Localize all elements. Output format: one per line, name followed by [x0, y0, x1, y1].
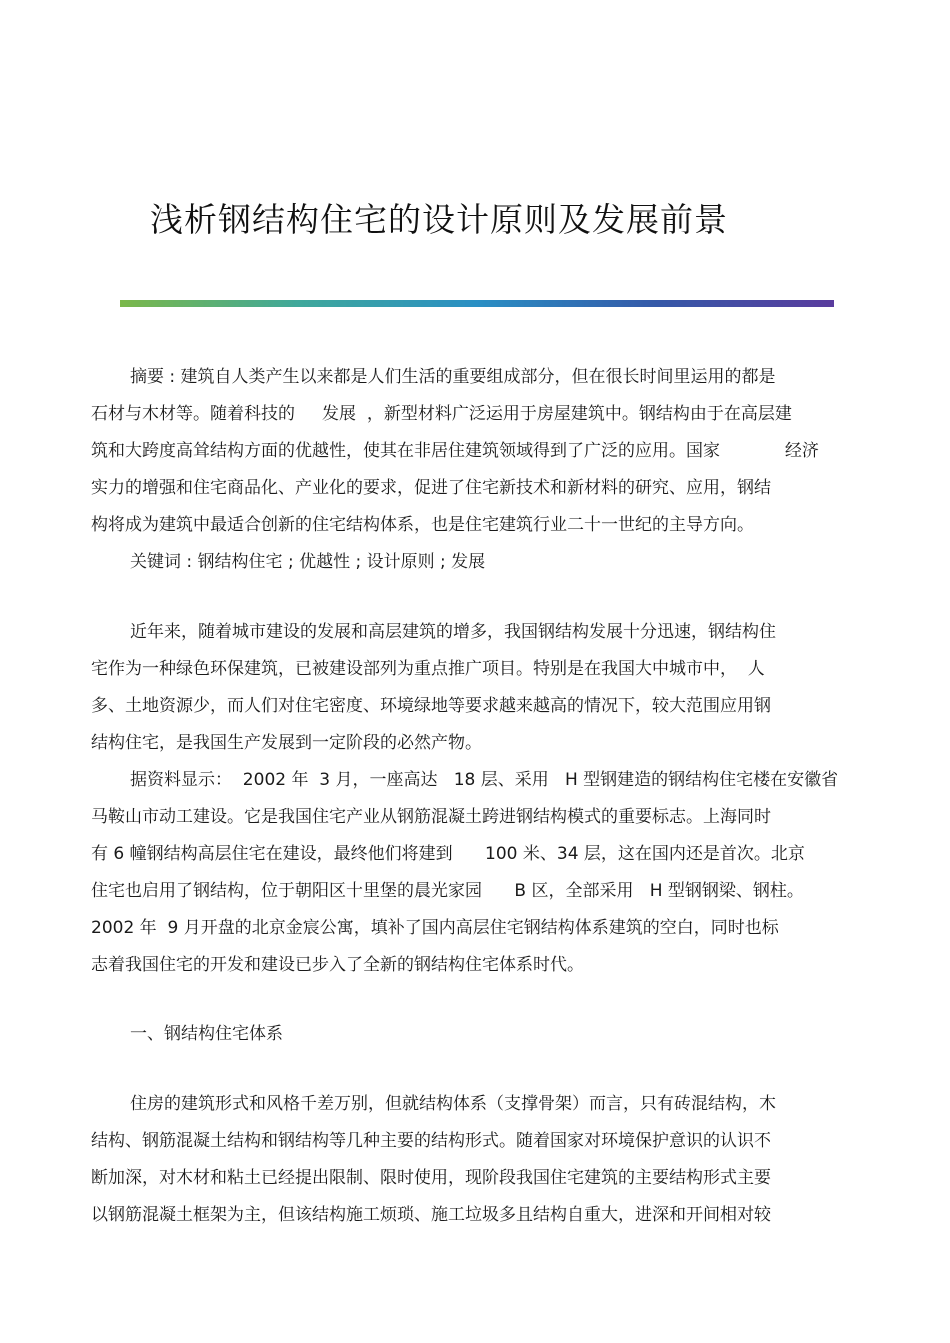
abstract-line: 摘要 : 建筑自人类产生以来都是人们生活的重要组成部分，但在很长时间里运用的都是: [130, 367, 776, 387]
document-title: 浅析钢结构住宅的设计原则及发展前景: [150, 200, 728, 239]
paragraph-line: 断加深，对木材和粘土已经提出限制、限时使用，现阶段我国住宅建筑的主要结构形式主要: [91, 1168, 771, 1188]
title-divider: [120, 300, 834, 307]
paragraph-line: 宅作为一种绿色环保建筑，已被建设部列为重点推广项目。特别是在我国大中城市中， 人: [91, 659, 765, 679]
paragraph-line: 2002 年 9 月开盘的北京金宸公寓，填补了国内高层住宅钢结构体系建筑的空白，同时也标: [91, 918, 779, 938]
paragraph-line: 以钢筋混凝土框架为主，但该结构施工烦琐、施工垃圾多且结构自重大，进深和开间相对较: [91, 1205, 771, 1225]
paragraph-line: 结构住宅，是我国生产发展到一定阶段的必然产物。: [91, 733, 482, 753]
paragraph-line: 多、土地资源少，而人们对住宅密度、环境绿地等要求越来越高的情况下，较大范围应用钢: [91, 696, 771, 716]
paragraph-line: 据资料显示： 2002 年 3 月，一座高达 18 层、采用 H 型钢建造的钢结构住宅楼在安徽省: [130, 770, 839, 790]
paragraph-line: 有 6 幢钢结构高层住宅在建设，最终他们将建到 100 米、34 层，这在国内还是首次。北京: [91, 844, 805, 864]
section-heading: 一、钢结构住宅体系: [130, 1024, 283, 1044]
abstract-line: 石材与木材等。随着科技的 发展 ，新型材料广泛运用于房屋建筑中。钢结构由于在高层建: [91, 404, 792, 424]
paragraph-line: 结构、钢筋混凝土结构和钢结构等几种主要的结构形式。随着国家对环境保护意识的认识不: [91, 1131, 771, 1151]
paragraph-line: 近年来，随着城市建设的发展和高层建筑的增多，我国钢结构发展十分迅速，钢结构住: [130, 622, 776, 642]
paragraph-line: 志着我国住宅的开发和建设已步入了全新的钢结构住宅体系时代。: [91, 955, 584, 975]
abstract-line: 构将成为建筑中最适合创新的住宅结构体系，也是住宅建筑行业二十一世纪的主导方向。: [91, 515, 754, 535]
paragraph-line: 住宅也启用了钢结构，位于朝阳区十里堡的晨光家园 B 区，全部采用 H 型钢钢梁、钢柱。: [91, 881, 804, 901]
abstract-line: 实力的增强和住宅商品化、产业化的要求，促进了住宅新技术和新材料的研究、应用，钢结: [91, 478, 771, 498]
paragraph-line: 马鞍山市动工建设。它是我国住宅产业从钢筋混凝土跨进钢结构模式的重要标志。上海同时: [91, 807, 771, 827]
paragraph-line: 住房的建筑形式和风格千差万别，但就结构体系（支撑骨架）而言，只有砖混结构，木: [130, 1094, 776, 1114]
abstract-line: 筑和大跨度高耸结构方面的优越性，使其在非居住建筑领域得到了广泛的应用。国家 经济: [91, 441, 819, 461]
keywords: 关键词 : 钢结构住宅 ; 优越性 ; 设计原则 ; 发展: [130, 552, 486, 572]
